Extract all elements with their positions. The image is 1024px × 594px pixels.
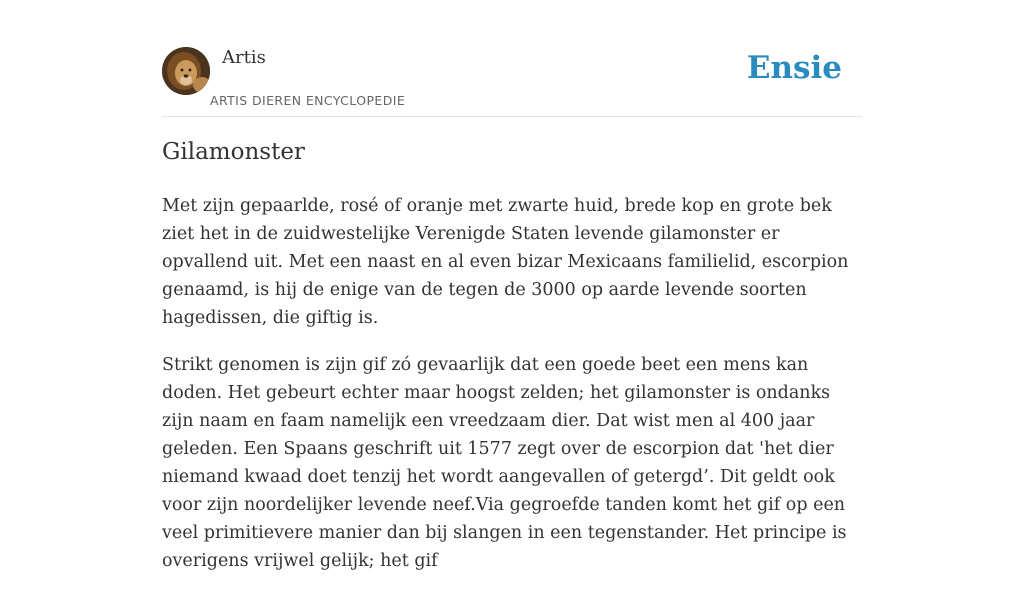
article-body — [162, 192, 867, 594]
author-name[interactable]: Artis — [222, 47, 266, 68]
collection-name[interactable]: ARTIS DIEREN ENCYCLOPEDIE — [210, 93, 406, 108]
article-title: Gilamonster — [162, 139, 305, 165]
ensie-logo[interactable]: Ensie — [746, 50, 842, 86]
article-paragraph: Strikt genomen is zijn gif zó gevaarlijk dat een goede beet een mens kan doden. Het gebeurt echter maar hoogst zelden; het gilamonster is ondanks zijn naam en faam namelijk een vreedzaam dier. Dat wist men al 400 jaar geleden. Een Spaans geschrift uit 1577 zegt over de escorpion dat 'het dier niemand kwaad doet tenzij het wordt aangevallen of getergd’. Dit geldt ook voor zijn noordelijker levende neef.Via gegroefde tanden komt het gif op een veel primitievere manier dan bij slangen in een tegenstander. Het principe is overigens vrijwel gelijk; het gif — [162, 355, 847, 571]
article-paragraph: Met zijn gepaarlde, rosé of oranje met zwarte huid, brede kop en grote bek ziet het in de zuidwestelijke Verenigde Staten levende gilamonster er opvallend uit. Met een naast en al even bizar Mexicaans familielid, escorpion genaamd, is hij de enige van de tegen de 3000 op aarde levende soorten hagedissen, die giftig is. — [162, 196, 849, 328]
lion-avatar-icon[interactable] — [162, 47, 210, 95]
page-header — [162, 46, 862, 117]
